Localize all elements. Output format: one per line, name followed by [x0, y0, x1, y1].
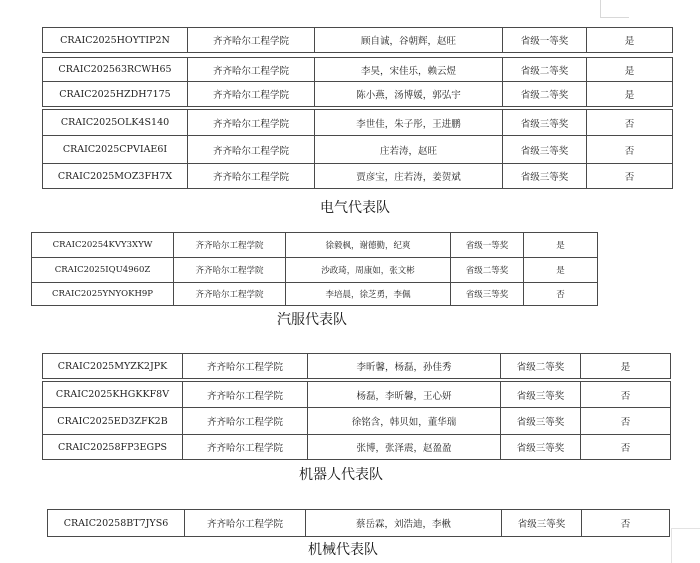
cell-award: 省级二等奖	[503, 82, 587, 107]
cell-school: 齐齐哈尔工程学院	[188, 110, 315, 136]
cell-code: CRAIC2025HZDH7175	[43, 82, 188, 107]
cell-advance: 否	[581, 408, 671, 435]
cell-school: 齐齐哈尔工程学院	[188, 136, 315, 164]
cell-code: CRAIC2025MYZK2JPK	[43, 354, 183, 379]
cell-advance: 否	[587, 136, 673, 164]
table-row	[43, 435, 671, 460]
table-row	[43, 354, 671, 379]
award-table-mechanical	[47, 509, 670, 537]
caption-auto-service-team: 汽服代表队	[277, 312, 347, 328]
cell-code: CRAIC2025IQU4960Z	[32, 258, 174, 283]
cell-code: CRAIC20258BT7JYS6	[48, 510, 185, 537]
caption-robot-team: 机器人代表队	[299, 467, 383, 483]
cell-advance: 否	[587, 164, 673, 189]
cell-code: CRAIC2025OLK4S140	[43, 110, 188, 136]
cell-members: 张博，张泽震，赵盈盈	[308, 435, 501, 460]
cell-members: 杨磊，李昕馨，王心妍	[308, 382, 501, 408]
cell-school: 齐齐哈尔工程学院	[174, 283, 286, 306]
cell-code: CRAIC202563RCWH65	[43, 58, 188, 82]
award-table-robot	[42, 353, 671, 460]
cell-members: 庄若涛，赵旺	[315, 136, 503, 164]
cell-members: 徐毅枫，谢德勤，纪爽	[286, 233, 451, 258]
cell-award: 省级三等奖	[501, 435, 581, 460]
cell-members: 顾自诚，谷朝辉，赵旺	[315, 28, 503, 53]
cell-school: 齐齐哈尔工程学院	[188, 58, 315, 82]
cell-award: 省级二等奖	[451, 258, 524, 283]
cell-award: 省级三等奖	[451, 283, 524, 306]
award-table-electrical	[42, 27, 673, 189]
cell-advance: 是	[524, 258, 598, 283]
award-table-auto-service	[31, 232, 598, 306]
cell-advance: 是	[587, 28, 673, 53]
cell-award: 省级三等奖	[501, 382, 581, 408]
cell-award: 省级一等奖	[451, 233, 524, 258]
cell-award: 省级三等奖	[503, 164, 587, 189]
cell-code: CRAIC2025MOZ3FH7X	[43, 164, 188, 189]
cell-advance: 否	[582, 510, 670, 537]
cell-school: 齐齐哈尔工程学院	[174, 233, 286, 258]
cell-advance: 否	[587, 110, 673, 136]
table-row	[32, 283, 598, 306]
table-row	[43, 408, 671, 435]
cell-school: 齐齐哈尔工程学院	[183, 435, 308, 460]
cell-code: CRAIC2025YNYOKH9P	[32, 283, 174, 306]
table-row	[43, 82, 673, 107]
cell-school: 齐齐哈尔工程学院	[183, 354, 308, 379]
cell-members: 李昕馨，杨磊，孙佳秀	[308, 354, 501, 379]
cell-members: 李世佳，朱子彤，王进鹏	[315, 110, 503, 136]
cell-code: CRAIC2025ED3ZFK2B	[43, 408, 183, 435]
cell-school: 齐齐哈尔工程学院	[183, 382, 308, 408]
cell-school: 齐齐哈尔工程学院	[183, 408, 308, 435]
cell-code: CRAIC2025HOYTIP2N	[43, 28, 188, 53]
page-corner-mark	[671, 528, 700, 563]
cell-advance: 是	[587, 82, 673, 107]
caption-electrical-team: 电气代表队	[320, 200, 390, 216]
table-row	[48, 510, 670, 537]
table-row	[32, 233, 598, 258]
cell-school: 齐齐哈尔工程学院	[185, 510, 306, 537]
cell-award: 省级三等奖	[502, 510, 582, 537]
cell-award: 省级三等奖	[501, 408, 581, 435]
cell-code: CRAIC20254KVY3XYW	[32, 233, 174, 258]
cell-members: 李昊，宋佳乐，赖云煜	[315, 58, 503, 82]
cell-members: 蔡岳霖，刘浩迪，李楸	[306, 510, 502, 537]
cell-school: 齐齐哈尔工程学院	[188, 164, 315, 189]
cell-members: 贾彦宝，庄若涛，姜贺斌	[315, 164, 503, 189]
cell-award: 省级二等奖	[501, 354, 581, 379]
cell-code: CRAIC20258FP3EGPS	[43, 435, 183, 460]
cell-code: CRAIC2025CPVIAE6I	[43, 136, 188, 164]
cell-school: 齐齐哈尔工程学院	[188, 82, 315, 107]
cell-advance: 是	[581, 354, 671, 379]
table-row	[43, 58, 673, 82]
table-row	[43, 382, 671, 408]
cell-advance: 否	[581, 382, 671, 408]
cell-advance: 是	[587, 58, 673, 82]
cell-members: 陈小燕，汤博媛，郭弘宇	[315, 82, 503, 107]
cell-award: 省级三等奖	[503, 110, 587, 136]
table-row	[43, 110, 673, 136]
cell-members: 李培晨，徐芝勇，李佩	[286, 283, 451, 306]
table-row	[43, 164, 673, 189]
cell-award: 省级一等奖	[503, 28, 587, 53]
cell-code: CRAIC2025KHGKKF8V	[43, 382, 183, 408]
table-row	[32, 258, 598, 283]
cell-advance: 否	[524, 283, 598, 306]
cell-members: 徐铭含，韩贝如，董华瑞	[308, 408, 501, 435]
cell-award: 省级三等奖	[503, 136, 587, 164]
cell-advance: 是	[524, 233, 598, 258]
cell-school: 齐齐哈尔工程学院	[174, 258, 286, 283]
table-row	[43, 136, 673, 164]
caption-mechanical-team: 机械代表队	[308, 542, 378, 558]
page-corner-mark	[600, 0, 629, 18]
cell-advance: 否	[581, 435, 671, 460]
cell-school: 齐齐哈尔工程学院	[188, 28, 315, 53]
cell-members: 沙政琦，周康如，张文彬	[286, 258, 451, 283]
cell-award: 省级二等奖	[503, 58, 587, 82]
table-row	[43, 28, 673, 53]
